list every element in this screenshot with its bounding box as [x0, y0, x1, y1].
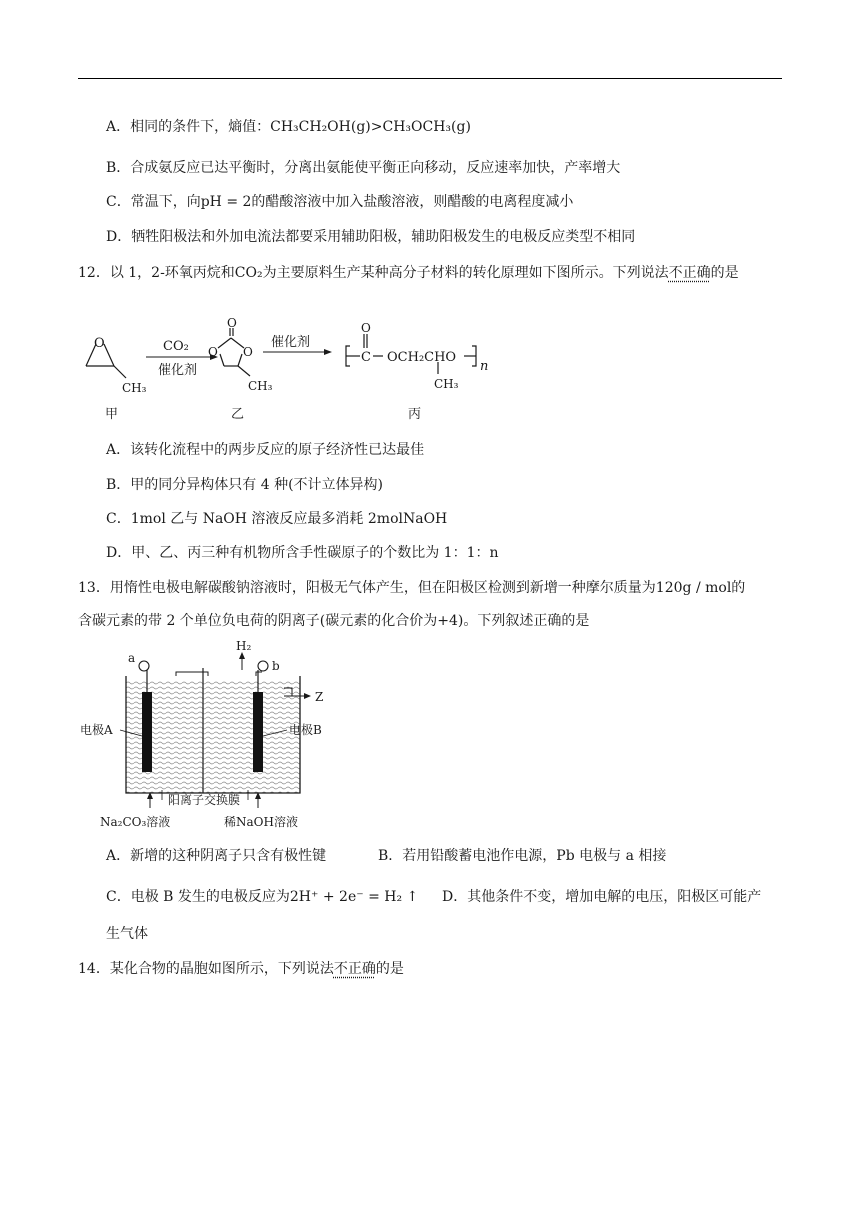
q12-emphasis: 不正确: [668, 265, 711, 281]
q11-option-b: B．合成氨反应已达平衡时，分离出氨能使平衡正向移动，反应速率加快，产率增大: [106, 160, 621, 176]
terminal-b: [258, 661, 268, 671]
terminal-a-label: a: [128, 651, 136, 665]
polymer-carbon: C: [361, 350, 371, 365]
label-bing: 丙: [408, 407, 422, 422]
q14-emphasis: 不正确: [333, 961, 376, 977]
electrode-b-label: 电极B: [289, 723, 322, 737]
electrolyte-solution: [126, 680, 300, 793]
q11-option-a: A．相同的条件下，熵值：CH₃CH₂OH(g)>CH₃OCH₃(g): [106, 119, 471, 135]
terminal-a: [139, 661, 149, 671]
q13-option-d: D．其他条件不变，增加电解的电压，阳极区可能产: [442, 889, 762, 905]
svg-text:O: O: [361, 321, 371, 335]
q12-option-b: B．甲的同分异构体只有 4 种(不计立体异构): [106, 477, 384, 493]
q13-option-d-continued: 生气体: [106, 926, 148, 942]
membrane-label: 阳离子交换膜: [168, 793, 241, 807]
svg-text:O: O: [227, 316, 237, 330]
catalyst-label-2: 催化剂: [271, 335, 311, 350]
q11-option-c: C．常温下，向pH = 2的醋酸溶液中加入盐酸溶液，则醋酸的电离程度减小: [106, 194, 574, 210]
q12-option-c: C．1mol 乙与 NaOH 溶液反应最多消耗 2molNaOH: [106, 511, 448, 527]
electrode-a-label: 电极A: [80, 723, 113, 737]
epoxide-structure: [86, 344, 126, 378]
epoxide-oxygen: O: [94, 336, 105, 351]
q13-option-a: A．新增的这种阴离子只含有极性键: [106, 848, 327, 864]
header-rule: [78, 78, 782, 79]
q12-reaction-scheme: [78, 310, 538, 425]
electrode-a: [142, 692, 152, 772]
terminal-b-label: b: [272, 659, 280, 673]
q14-stem: 14．某化合物的晶胞如图所示，下列说法不正确的是: [78, 961, 404, 977]
naoh-solution-label: 稀NaOH溶液: [224, 815, 298, 829]
q12-option-a: A．该转化流程中的两步反应的原子经济性已达最佳: [106, 442, 425, 458]
hydrogen-gas-label: H₂: [236, 640, 252, 653]
q12-option-d: D．甲、乙、丙三种有机物所含手性碳原子的个数比为 1：1：n: [106, 545, 499, 561]
electrolysis-cell-diagram: [78, 640, 338, 835]
reagent-co2: CO₂: [163, 339, 189, 354]
outlet-z-label: Z: [315, 690, 324, 704]
q13-option-b: B．若用铅酸蓄电池作电源，Pb 电极与 a 相接: [378, 848, 667, 864]
catalyst-label-1: 催化剂: [158, 363, 198, 378]
q13-option-c: C．电极 B 发生的电极反应为2H⁺ + 2e⁻ = H₂ ↑: [106, 889, 419, 905]
label-jia: 甲: [105, 407, 119, 422]
svg-text:O: O: [243, 345, 253, 359]
q13-stem-line1: 13．用惰性电极电解碳酸钠溶液时，阳极无气体产生，但在阳极区检测到新增一种摩尔质量为120g / mol的: [78, 580, 746, 596]
svg-text:O: O: [208, 345, 218, 359]
polymer-methyl: CH₃: [434, 377, 459, 391]
q13-stem-line2: 含碳元素的带 2 个单位负电荷的阴离子(碳元素的化合价为+4)。下列叙述正确的是: [78, 613, 590, 629]
q12-stem: 12．以 1，2-环氧丙烷和CO₂为主要原料生产某种高分子材料的转化原理如下图所示。下列说法不正确的是: [78, 265, 739, 281]
epoxide-methyl: CH₃: [122, 381, 147, 395]
label-yi: 乙: [231, 407, 245, 422]
carbonate-methyl: CH₃: [248, 379, 273, 393]
polymer-repeat-unit: OCH₂CHO: [387, 350, 457, 365]
degree-of-polymerization: n: [480, 359, 489, 374]
electrode-b: [253, 692, 263, 772]
sodium-carbonate-label: Na₂CO₃溶液: [100, 815, 171, 829]
q11-option-d: D．牺牲阳极法和外加电流法都要采用辅助阳极，辅助阳极发生的电极反应类型不相同: [106, 229, 636, 245]
